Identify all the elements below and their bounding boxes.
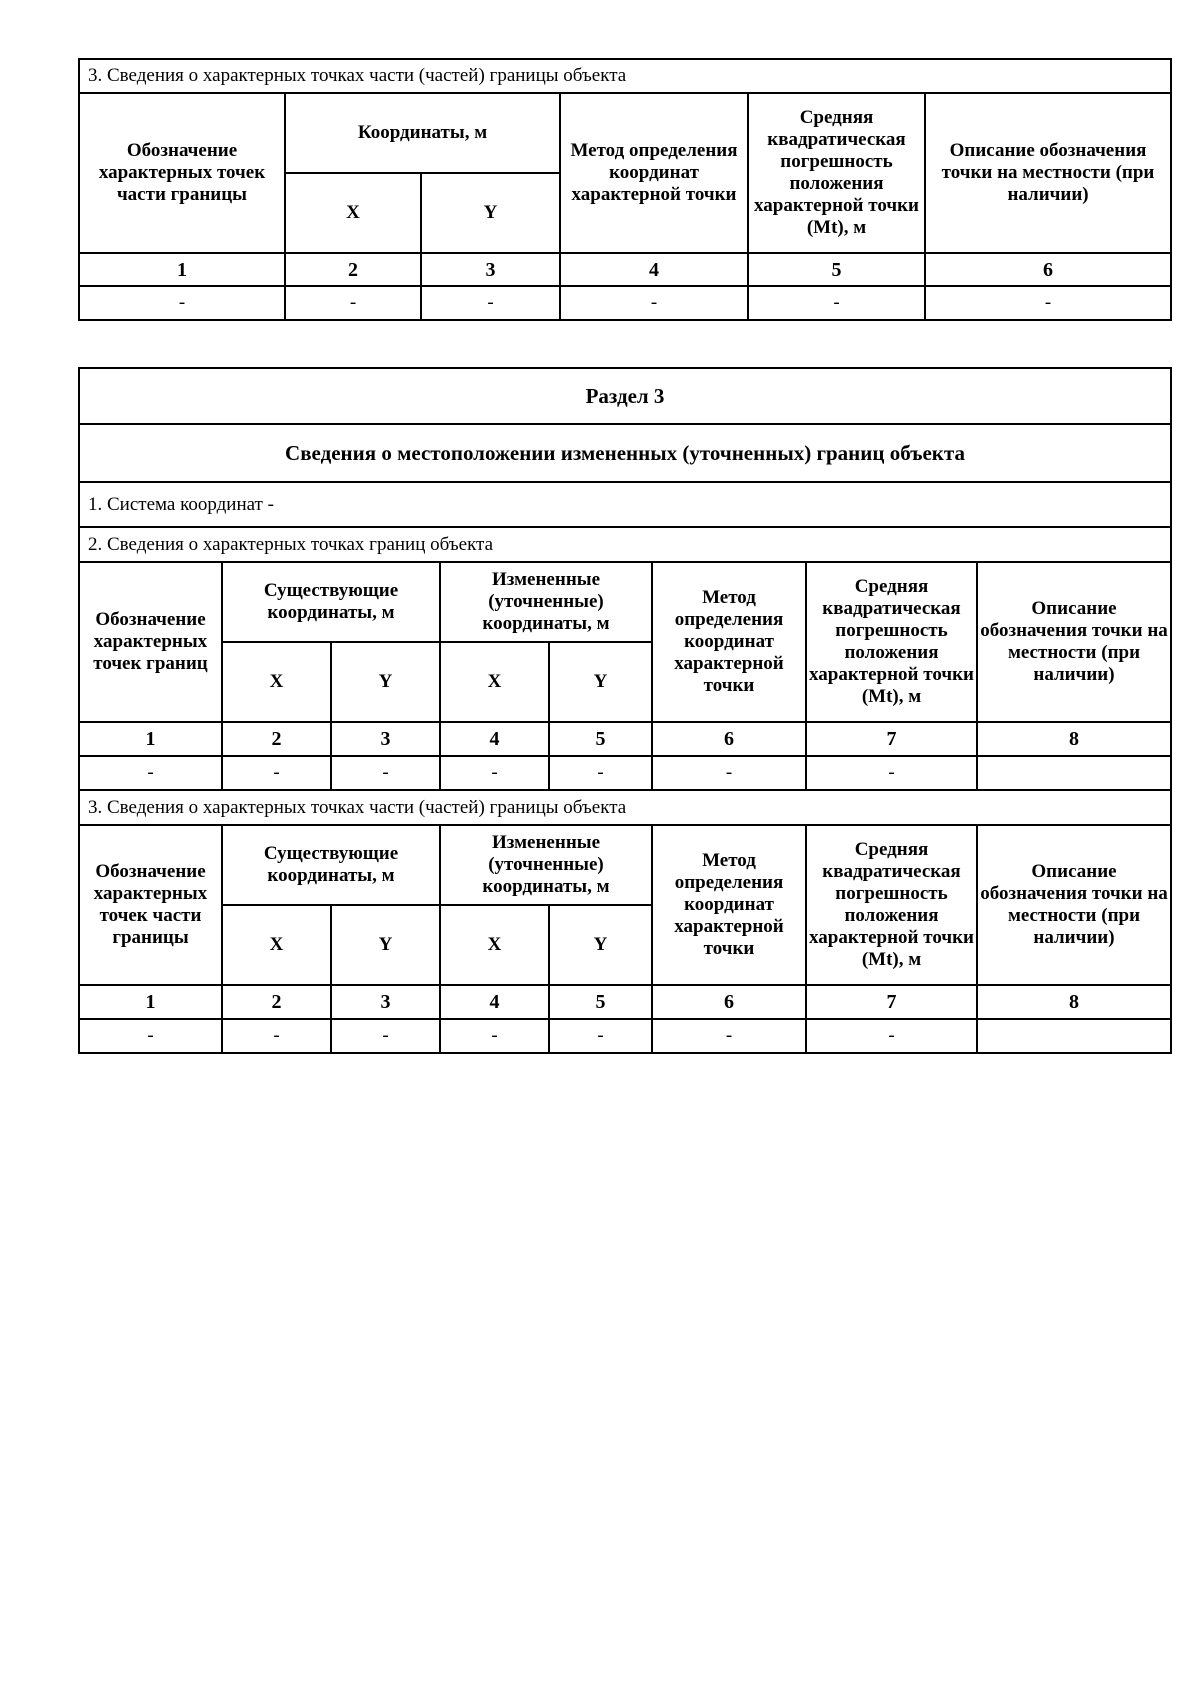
table-cell xyxy=(977,756,1171,790)
col-number: 6 xyxy=(652,985,806,1019)
table-cell: - xyxy=(652,1019,806,1053)
col-error-header: Средняя квадратическая погрешность положения характерной точки (Mt), м xyxy=(806,825,977,985)
table-cell: - xyxy=(549,1019,652,1053)
col-y-header: Y xyxy=(331,905,440,985)
col-coords-header: Координаты, м xyxy=(285,93,560,173)
col-designation-header: Обозначение характерных точек части границы xyxy=(79,825,222,985)
col-x-header: X xyxy=(285,173,421,253)
table-cell: - xyxy=(222,1019,331,1053)
col-description-header: Описание обозначения точки на местности (при наличии) xyxy=(977,825,1171,985)
col-x-header: X xyxy=(222,642,331,722)
table-cell: - xyxy=(440,756,549,790)
col-designation-header: Обозначение характерных точек границ xyxy=(79,562,222,722)
col-number: 1 xyxy=(79,985,222,1019)
table-cell: - xyxy=(331,756,440,790)
col-number: 1 xyxy=(79,722,222,756)
table-cell: - xyxy=(925,286,1171,320)
col-x-header: X xyxy=(440,642,549,722)
section-3-table xyxy=(78,367,1172,1054)
table-cell: - xyxy=(549,756,652,790)
col-y-header: Y xyxy=(331,642,440,722)
col-number: 3 xyxy=(331,985,440,1019)
col-number: 6 xyxy=(925,253,1171,286)
col-error-header: Средняя квадратическая погрешность положения характерной точки (Mt), м xyxy=(806,562,977,722)
col-number: 1 xyxy=(79,253,285,286)
col-existing-header: Существующие координаты, м xyxy=(222,562,440,642)
col-number: 5 xyxy=(549,722,652,756)
table-cell: - xyxy=(806,1019,977,1053)
col-error-header: Средняя квадратическая погрешность положения характерной точки (Mt), м xyxy=(748,93,925,253)
col-number: 7 xyxy=(806,722,977,756)
col-number: 5 xyxy=(748,253,925,286)
table-cell: - xyxy=(79,286,285,320)
col-x-header: X xyxy=(222,905,331,985)
col-y-header: Y xyxy=(549,905,652,985)
col-description-header: Описание обозначения точки на местности (при наличии) xyxy=(925,93,1171,253)
col-number: 6 xyxy=(652,722,806,756)
table-cell xyxy=(977,1019,1171,1053)
table-row xyxy=(79,756,1171,790)
table-cell: - xyxy=(79,756,222,790)
col-number: 8 xyxy=(977,985,1171,1019)
table-cell: - xyxy=(421,286,560,320)
col-number: 2 xyxy=(285,253,421,286)
part2-caption: 2. Сведения о характерных точках границ объекта xyxy=(79,527,1171,562)
table-cell: - xyxy=(748,286,925,320)
table-cell: - xyxy=(222,756,331,790)
table-cell: - xyxy=(560,286,748,320)
col-y-header: Y xyxy=(549,642,652,722)
col-changed-header: Измененные (уточненные) координаты, м xyxy=(440,562,652,642)
table-cell: - xyxy=(440,1019,549,1053)
col-description-header: Описание обозначения точки на местности (при наличии) xyxy=(977,562,1171,722)
col-number: 4 xyxy=(560,253,748,286)
col-number: 2 xyxy=(222,985,331,1019)
col-y-header: Y xyxy=(421,173,560,253)
col-changed-header: Измененные (уточненные) координаты, м xyxy=(440,825,652,905)
col-number: 7 xyxy=(806,985,977,1019)
table-cell: - xyxy=(652,756,806,790)
col-number: 3 xyxy=(421,253,560,286)
col-number: 2 xyxy=(222,722,331,756)
table-row xyxy=(79,1019,1171,1053)
col-number: 3 xyxy=(331,722,440,756)
part3-caption: 3. Сведения о характерных точках части (частей) границы объекта xyxy=(79,790,1171,825)
table-caption: 3. Сведения о характерных точках части (частей) границы объекта xyxy=(79,59,1171,93)
col-designation-header: Обозначение характерных точек части границы xyxy=(79,93,285,253)
col-number: 4 xyxy=(440,985,549,1019)
table-cell: - xyxy=(806,756,977,790)
part-boundary-points-table xyxy=(78,58,1172,321)
section-subtitle: Сведения о местоположении измененных (уточненных) границ объекта xyxy=(79,424,1171,482)
col-method-header: Метод определения координат характерной точки xyxy=(560,93,748,253)
col-number: 5 xyxy=(549,985,652,1019)
table-cell: - xyxy=(79,1019,222,1053)
col-x-header: X xyxy=(440,905,549,985)
table-cell: - xyxy=(331,1019,440,1053)
col-method-header: Метод определения координат характерной точки xyxy=(652,562,806,722)
col-existing-header: Существующие координаты, м xyxy=(222,825,440,905)
table-cell: - xyxy=(285,286,421,320)
col-number: 8 xyxy=(977,722,1171,756)
col-method-header: Метод определения координат характерной точки xyxy=(652,825,806,985)
coordinate-system: 1. Система координат - xyxy=(79,482,1171,527)
col-number: 4 xyxy=(440,722,549,756)
section-title: Раздел 3 xyxy=(79,368,1171,424)
table-row xyxy=(79,286,1171,320)
